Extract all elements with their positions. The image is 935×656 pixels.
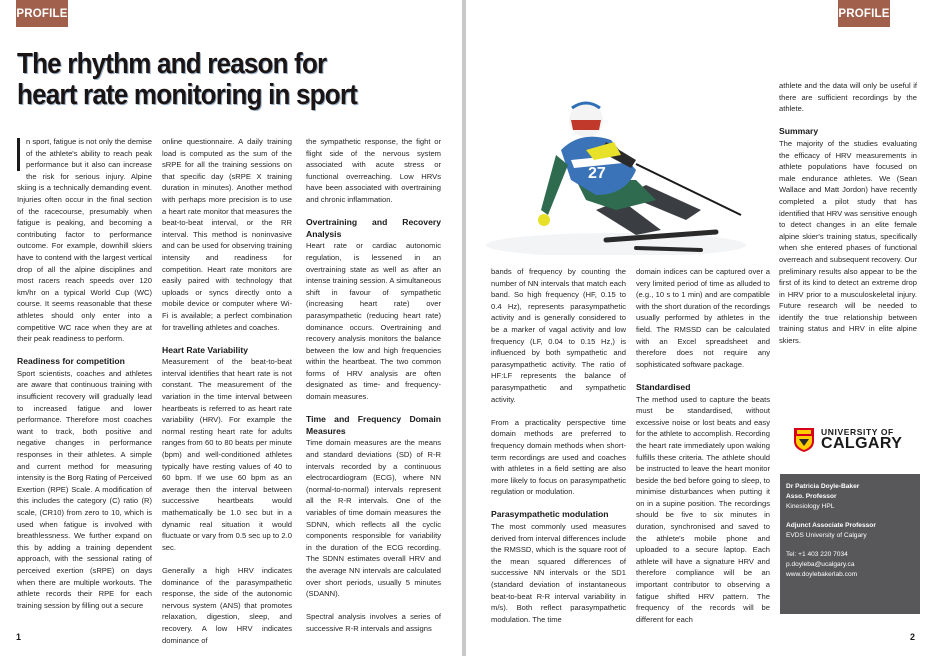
heading-overtraining: Overtraining and Recovery Analysis xyxy=(306,217,441,239)
author-website[interactable]: www.doylebakerlab.com xyxy=(786,571,858,578)
page-left xyxy=(0,0,462,656)
page-number: 1 xyxy=(16,632,22,642)
author-contact-box xyxy=(780,474,920,614)
drop-cap-i xyxy=(17,138,20,171)
logo-line-2: CALGARY xyxy=(821,435,903,453)
paragraph: Generally a high HRV indicates dominance of the parasympathetic response, the side of the autonomic nervous system (ANS) that promotes relaxation, digestion, sleep, and recovery. A low HRV indicates dominance of xyxy=(162,565,292,645)
paragraph: The most commonly used measures derived from interval differences include the RMSSD, which is the square root of the mean squared differences of successive NN intervals or the SD1 (standard deviation of instantaneous beat-to-beat R-R interval variability in m/s). Both reflect parasympathetic modulation. The time xyxy=(491,522,626,624)
paragraph: The majority of the studies evaluating the efficacy of HRV measurements in athlete populations have focused on male endurance athletes. We (Sean Wallace and Matt Jordon) have recently completed a pilot study that has identified that HRV was sensitive enough to detect changes in an elite female alpine skier's training status, specifically when she entered phases of functional overreach and subsequent recovery. Our preliminary results also appear to be the first of its kind to detect an extreme drop in HRV prior to a musculoskeletal injury. Future research will be needed to identify the true relationship between training status and HRV in elite alpine skiers. xyxy=(779,138,917,346)
paragraph: Spectral analysis involves a series of successive R-R intervals and assigns xyxy=(306,612,441,633)
paragraph: domain indices can be captured over a very limited period of time as alluded to (e.g., 10 s to 1 min) and are compatible with the short duration of the recordings usually performed by athletes in the field. The RMSSD can be calculated with an Excel spreadsheet and therefore does not require any sophisticated software package. xyxy=(636,267,770,369)
column-2 xyxy=(162,136,292,656)
heading-standardised: Standardised xyxy=(636,381,691,392)
section-tag: PROFILE xyxy=(16,0,68,27)
paragraph: online questionnaire. A daily training load is computed as the sum of the sRPE for all the training sessions on that specific day (sRPE X training duration in minutes). Another method with perhaps more precision is to use a heart rate monitor that measures the beat-to-beat interval, or the RR interval. This method is noninvasive and can be used for observing training intensity and readiness for competition. Heart rate monitors are easily paired with technology that uploads or syncs directly onto a mobile device or computer where Wi-Fi is available; a perfect combination for travelling athletes and coaches. xyxy=(162,137,292,332)
paragraph: Measurement of the beat-to-beat interval identifies that heart rate is not constant. The measurement of the variation in the time interval between heartbeats is referred to as heart rate variability (HRV). For example the normal resting heart rate for adults ranges from 60 to 80 beats per minute (bpm) and well-conditioned athletes typically have resting values of 40 to 60 bpm. If we use 60 bpm as an average then the interval between successive heartbeats would mathematically be 1.0 sec but in a dynamic real situation it would fluctuate or vary from 0.5 sec up to 2.0 sec. xyxy=(162,357,292,552)
paragraph: Time domain measures are the means and standard deviations (SD) of R-R intervals recorded by a continuous electrocardiogram (ECG), where NN (normal-to-normal) intervals represent all the R-R intervals. One of the variables of time domain measures the SDNN, which reflects all the cyclic components responsible for variability in the duration of the ECG recording. The SDNN estimates overall HRV and the average NN intervals are calculated over short periods, usually 5 minutes (SDANN). xyxy=(306,438,441,599)
paragraph: From a practicality perspective time domain methods are preferred to frequency domain methods when short-term recordings are used and coaches with athletes in a field setting are also more likely to focus on parasympathetic regulation or modulation. xyxy=(491,417,626,497)
skier-photo xyxy=(486,60,746,255)
column-6 xyxy=(779,80,917,358)
paragraph: Heart rate or cardiac autonomic regulation, is lessened in an overtraining state as well as after an intense training session. A simultaneous shift in favour of sympathetic (increasing heart rate) over parasympathetic (reducing heart rate) dominance occurs. Overtraining and recovery analysis monitors the balance between the low and high frequencies within the heartbeat. The two common forms of HRV analysis are often designated as time- and frequency-domain measures. xyxy=(306,241,441,402)
heading-summary: Summary xyxy=(779,126,819,137)
section-tag: PROFILE xyxy=(838,0,890,27)
author-email[interactable]: p.doyleba@ucalgary.ca xyxy=(786,561,855,568)
intro-paragraph: n sport, fatigue is not only the demise of the athlete's ability to reach peak performance but it also can increase the risk for serious injury. Alpine skiing is a technically demanding event. Injuries often occur in the final section of the racecourse, presumably when fatigue is peaking, and becoming a contributing factor to performance outcome. For example, downhill skiers have to contend with the largest vertical drop of all the alpine disciplines and most racers reach speeds over 120 km/hr on a typical World Cup (WC) course. It seems reasonable that these athletes should only enter into a competitive WC race when they are at their peak readiness to perform. xyxy=(17,137,152,344)
author-title: Asso. Professor xyxy=(786,493,837,500)
heading-hrv: Heart Rate Variability xyxy=(162,344,248,355)
column-5 xyxy=(636,266,770,637)
heading-parasympathetic: Parasympathetic modulation xyxy=(491,509,609,520)
title-line-1: The rhythm and reason for xyxy=(17,45,327,80)
column-3 xyxy=(306,136,441,646)
university-logo xyxy=(793,420,913,460)
crest-icon xyxy=(793,427,815,453)
author-phone: Tel: +1 403 220 7034 xyxy=(786,551,848,558)
paragraph: the sympathetic response, the fight or flight side of the nervous system associated with acute stress or functional overreaching. Low HRVs have been associated with overtraining and chronic inflammation. xyxy=(306,137,441,204)
author-dept: Kinesiology HPL xyxy=(786,503,835,510)
heading-time-frequency: Time and Frequency Domain Measures xyxy=(306,414,441,436)
page-right xyxy=(466,0,935,656)
heading-readiness: Readiness for competition xyxy=(17,356,125,367)
column-4 xyxy=(491,266,626,637)
page-title xyxy=(17,47,437,110)
author-dept-2: EVDS University of Calgary xyxy=(786,532,867,539)
paragraph: bands of frequency by counting the number of NN intervals that match each band. So high frequency (HF, 0.15 to 0.4 Hz), represents parasympathetic activity and is generally considered to be a marker of vagal activity and low frequency (LF, 0.04 to 0.15 Hz,) is influenced by both sympathetic and parasympathetic activity. The ratio of HF:LF represents the balance of parasympathetic and sympathetic activity. xyxy=(491,267,626,404)
paragraph: Sport scientists, coaches and athletes are aware that continuous training with insufficient recovery will gradually lead to increased fatigue and lower performance. Therefore most coaches want to track, both positive and negative changes in performance responses in their athletes. A simple and current method for measuring intensity is the Borg Rating of Perceived Exertion (RPE) Scale. A modification of this includes the category (C) ratio (R) scale, (CR10) from zero to 10, which is used when fatigue is involved with breathlessness. We further expand on this by adding a training dependent approach, with the sessional rating of perceived exertion (sRPE) on days when there are multiple workouts. The athlete records their RPE for each training session by filling out a secure xyxy=(17,368,152,610)
paragraph: athlete and the data will only be useful if there are sufficient recordings by the athlete. xyxy=(779,81,917,114)
paragraph: The method used to capture the beats must be standardised, without excessive noise or lost beats and easy for the athlete to accomplish. Recording the heart rate immediately upon waking fulfills these criteria. The athlete should be instructed to leave the heart monitor beside the bed before going to sleep, to minimise disturbances when putting it on in a supine position. The recordings should be five to six minutes in duration, synchronised and saved to the athlete's mobile phone and uploaded to a secure laptop. Each athlete will have a signature HRV and therefore compliance will be an important contributor to observing a fatigue shifted HRV pattern. The frequency of the records will be different for each xyxy=(636,394,770,624)
author-title-2: Adjunct Associate Professor xyxy=(786,522,876,529)
author-name: Dr Patricia Doyle-Baker xyxy=(786,483,860,490)
svg-text:27: 27 xyxy=(588,165,606,182)
title-line-2: heart rate monitoring in sport xyxy=(17,77,358,111)
page-number: 2 xyxy=(909,632,915,642)
logo-line-1: UNIVERSITY OF xyxy=(821,426,894,437)
column-1 xyxy=(17,136,152,623)
